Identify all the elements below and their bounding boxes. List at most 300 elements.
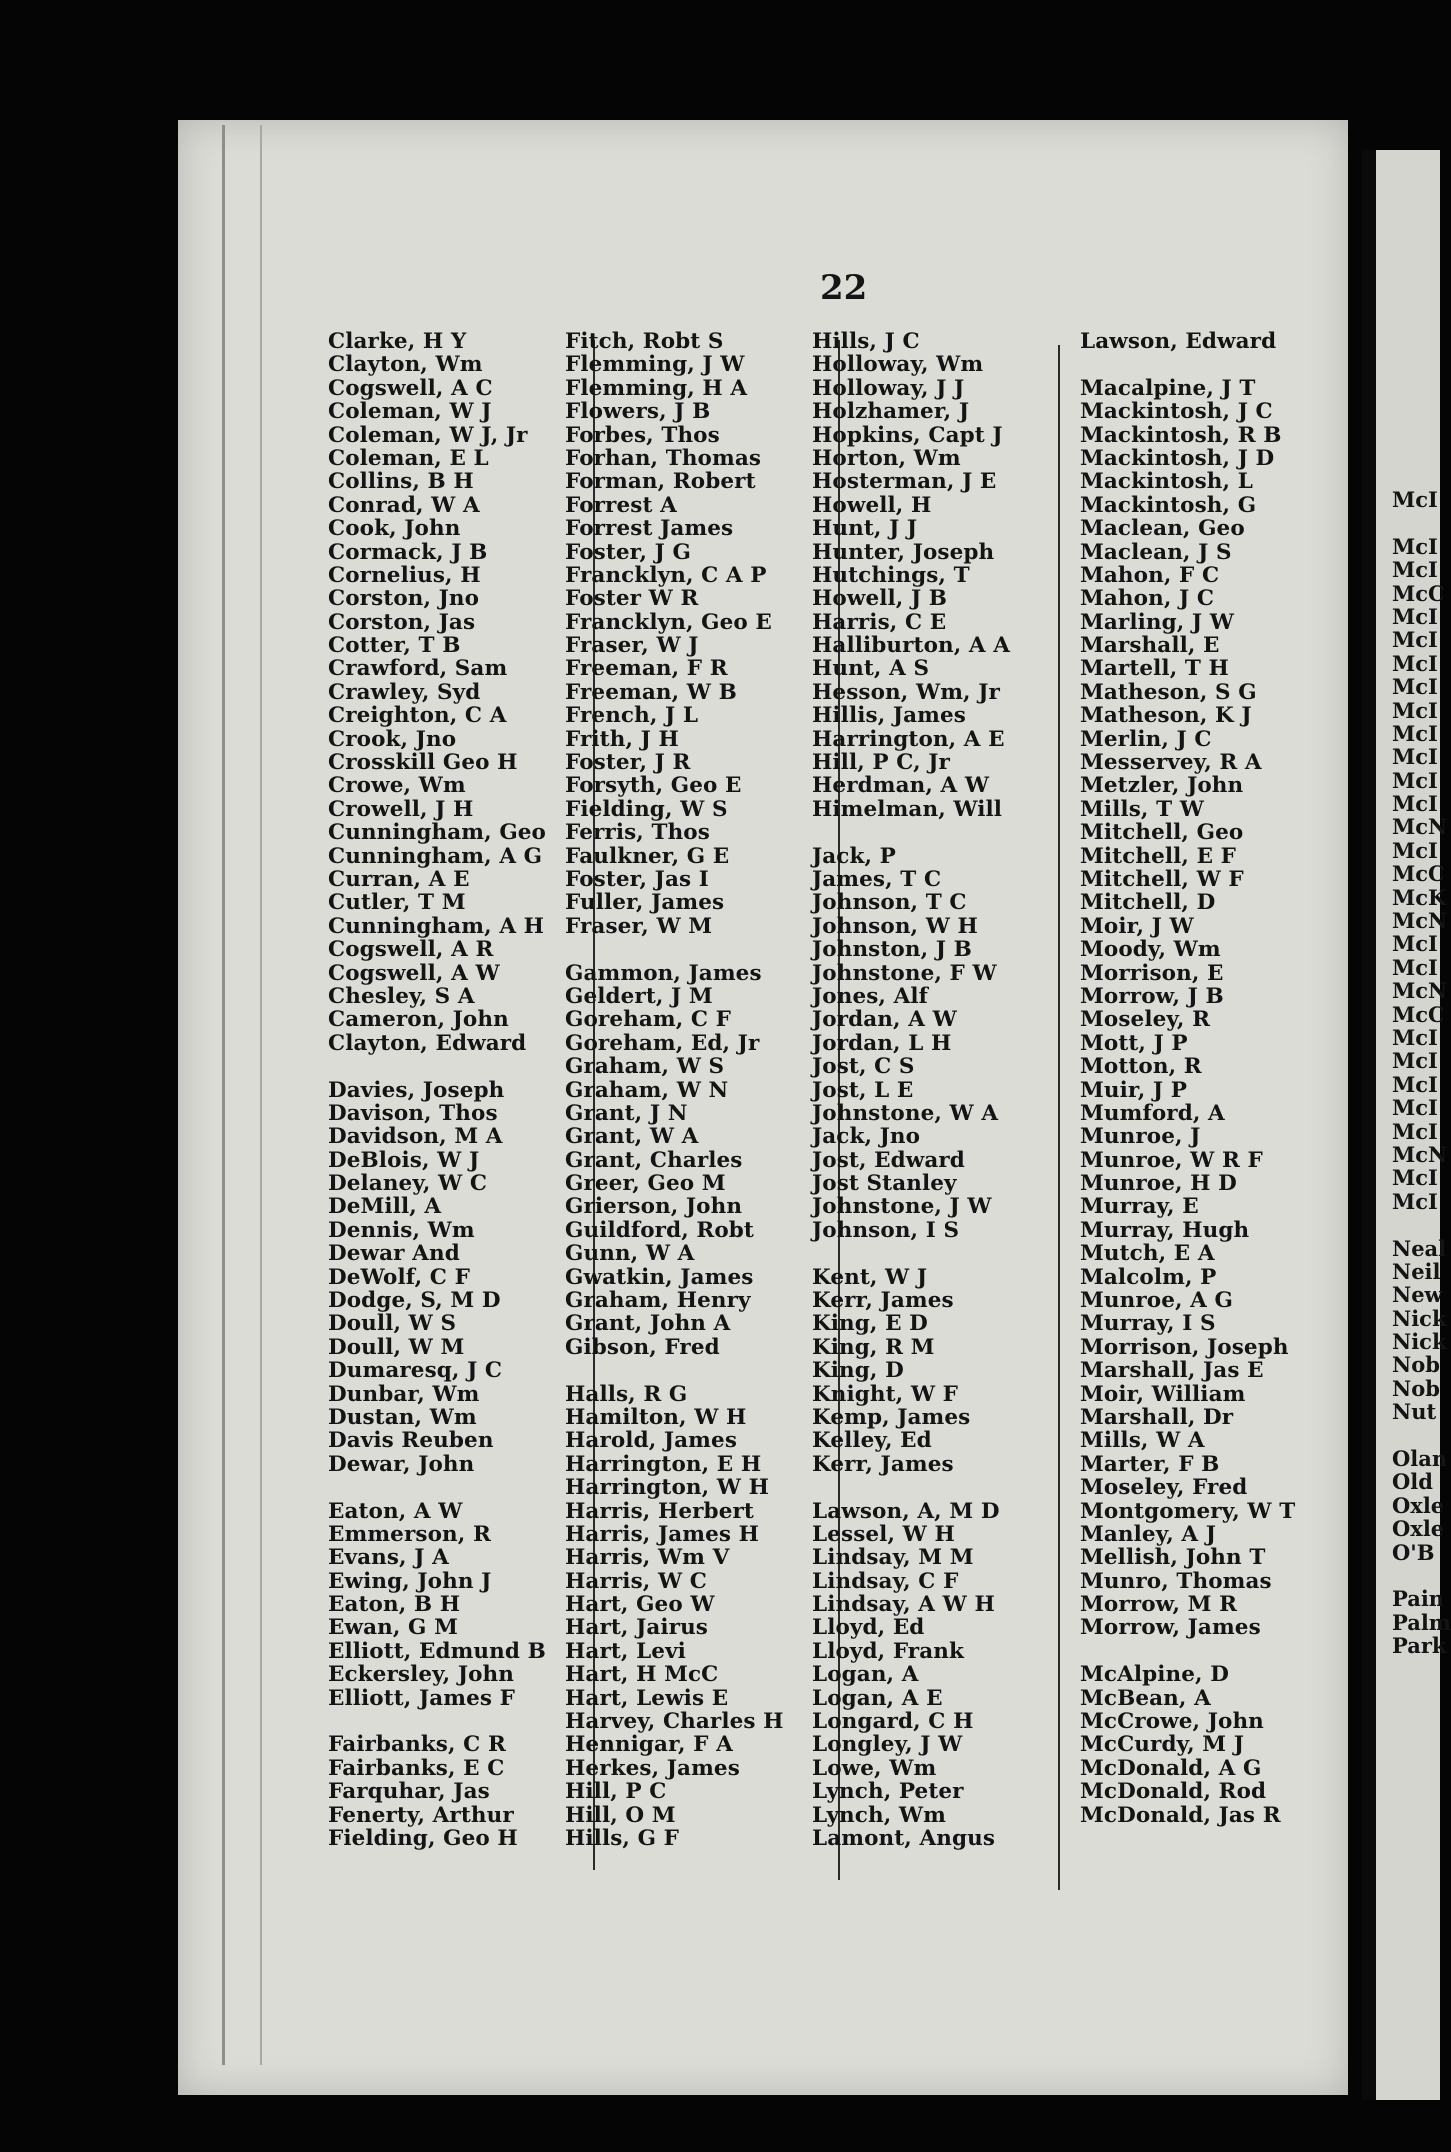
directory-entry: Nut bbox=[1392, 1399, 1437, 1425]
directory-entry: Hart, H McC bbox=[565, 1662, 719, 1688]
directory-entry: McI bbox=[1392, 931, 1438, 957]
directory-entry: Kelley, Ed bbox=[812, 1428, 932, 1454]
directory-entry: Hillis, James bbox=[812, 703, 966, 729]
directory-entry: Lindsay, M M bbox=[812, 1545, 974, 1571]
directory-entry: Hart, Levi bbox=[565, 1638, 686, 1664]
directory-entry: Harris, Wm V bbox=[565, 1545, 730, 1571]
directory-entry: Dennis, Wm bbox=[328, 1217, 475, 1243]
directory-entry: Morrow, James bbox=[1080, 1615, 1261, 1641]
directory-entry: Fraser, W J bbox=[565, 633, 699, 659]
directory-entry: Cook, John bbox=[328, 516, 461, 542]
directory-entry: Neil bbox=[1392, 1258, 1441, 1284]
directory-entry: Collins, B H bbox=[328, 469, 474, 495]
directory-entry: Mills, W A bbox=[1080, 1428, 1205, 1454]
directory-entry: Harris, James H bbox=[565, 1521, 760, 1547]
section-gap bbox=[565, 1359, 784, 1382]
directory-entry: Murray, I S bbox=[1080, 1311, 1216, 1337]
page-number: 22 bbox=[820, 268, 868, 308]
directory-entry: Crowe, Wm bbox=[328, 773, 466, 799]
directory-entry: Forrest James bbox=[565, 516, 734, 542]
directory-entry: Pain bbox=[1392, 1586, 1445, 1612]
directory-entry: Kerr, James bbox=[812, 1288, 954, 1314]
section-gap bbox=[812, 1242, 1010, 1265]
directory-entry: Clayton, Edward bbox=[328, 1030, 527, 1056]
directory-entry: McDonald, Jas R bbox=[1080, 1802, 1281, 1828]
directory-entry: Mellish, John T bbox=[1080, 1545, 1266, 1571]
directory-entry: Davidson, M A bbox=[328, 1124, 503, 1150]
directory-entry: McN bbox=[1392, 814, 1448, 840]
directory-entry: Murray, E bbox=[1080, 1194, 1199, 1220]
directory-entry: McI bbox=[1392, 487, 1438, 512]
directory-entry: Graham, W S bbox=[565, 1054, 725, 1080]
directory-entry: Cornelius, H bbox=[328, 562, 481, 588]
directory-entry: Martell, T H bbox=[1080, 656, 1229, 682]
directory-entry: Mumford, A bbox=[1080, 1100, 1225, 1126]
directory-entry: McI bbox=[1392, 697, 1438, 723]
directory-entry: Oxle bbox=[1392, 1492, 1445, 1518]
directory-entry: Fielding, Geo H bbox=[328, 1826, 518, 1851]
directory-entry: Jost, C S bbox=[812, 1054, 915, 1080]
directory-entry: Nob bbox=[1392, 1375, 1440, 1401]
directory-entry: Harvey, Charles H bbox=[565, 1709, 784, 1735]
directory-entry: Fuller, James bbox=[565, 890, 725, 916]
directory-column-3 bbox=[812, 330, 1010, 1850]
directory-entry: McC bbox=[1392, 861, 1445, 887]
directory-column-4 bbox=[1080, 330, 1295, 1827]
directory-entry: Howell, H bbox=[812, 492, 932, 518]
directory-entry: Clayton, Wm bbox=[328, 352, 483, 378]
directory-entry: Mitchell, D bbox=[1080, 890, 1216, 916]
directory-entry: Gammon, James bbox=[565, 960, 762, 986]
directory-entry: Hunter, Joseph bbox=[812, 539, 995, 565]
directory-entry: McI bbox=[1392, 954, 1438, 980]
directory-entry: Hills, J C bbox=[812, 329, 920, 354]
directory-entry: Flowers, J B bbox=[565, 399, 711, 425]
directory-entry: Grierson, John bbox=[565, 1194, 743, 1220]
section-gap bbox=[1080, 353, 1295, 376]
directory-entry: Fenerty, Arthur bbox=[328, 1802, 514, 1828]
directory-entry: Mackintosh, G bbox=[1080, 492, 1257, 518]
directory-entry: Grant, Charles bbox=[565, 1147, 743, 1173]
directory-entry: Cogswell, A R bbox=[328, 937, 494, 963]
directory-entry: Halls, R G bbox=[565, 1381, 688, 1407]
directory-entry: Conrad, W A bbox=[328, 492, 480, 518]
directory-entry: Hill, P C, Jr bbox=[812, 750, 950, 776]
directory-entry: Gunn, W A bbox=[565, 1241, 695, 1267]
directory-entry: Hunt, A S bbox=[812, 656, 930, 682]
directory-entry: Herkes, James bbox=[565, 1755, 740, 1781]
directory-entry: McN bbox=[1392, 978, 1448, 1004]
section-gap bbox=[812, 1476, 1010, 1499]
directory-entry: Johnstone, F W bbox=[812, 960, 997, 986]
directory-entry: McI bbox=[1392, 1188, 1438, 1214]
directory-entry: Morrow, J B bbox=[1080, 983, 1224, 1009]
directory-entry: Moseley, Fred bbox=[1080, 1475, 1248, 1501]
directory-entry: Crook, Jno bbox=[328, 726, 457, 752]
directory-entry: Maclean, Geo bbox=[1080, 516, 1245, 542]
directory-entry: Ewan, G M bbox=[328, 1615, 458, 1641]
directory-entry: McI bbox=[1392, 533, 1438, 559]
directory-entry: Merlin, J C bbox=[1080, 726, 1212, 752]
directory-entry: Creighton, C A bbox=[328, 703, 507, 729]
directory-entry: Coleman, W J, Jr bbox=[328, 422, 528, 448]
directory-entry: Cotter, T B bbox=[328, 633, 461, 659]
directory-entry: Faulkner, G E bbox=[565, 843, 730, 869]
section-gap bbox=[1080, 1640, 1295, 1663]
directory-entry: Old bbox=[1392, 1469, 1433, 1495]
directory-entry: Knight, W F bbox=[812, 1381, 959, 1407]
directory-entry: McI bbox=[1392, 767, 1438, 793]
directory-entry: Olan bbox=[1392, 1446, 1448, 1472]
directory-entry: Matheson, S G bbox=[1080, 679, 1257, 705]
directory-entry: Elliott, James F bbox=[328, 1685, 516, 1711]
section-gap bbox=[328, 1710, 546, 1733]
directory-entry: Cutler, T M bbox=[328, 890, 466, 916]
page-edge-stack bbox=[222, 125, 262, 2065]
directory-entry: Murray, Hugh bbox=[1080, 1217, 1250, 1243]
directory-entry: McI bbox=[1392, 650, 1438, 676]
adjacent-page bbox=[1362, 150, 1451, 2100]
directory-entry: Jordan, A W bbox=[812, 1007, 957, 1033]
directory-entry: Cogswell, A W bbox=[328, 960, 500, 986]
directory-entry: Metzler, John bbox=[1080, 773, 1244, 799]
directory-entry: Lloyd, Ed bbox=[812, 1615, 925, 1641]
directory-entry: Jost, L E bbox=[812, 1077, 914, 1103]
section-gap bbox=[565, 938, 784, 961]
directory-entry: Mitchell, W F bbox=[1080, 866, 1244, 892]
directory-entry: Munroe, A G bbox=[1080, 1288, 1234, 1314]
directory-entry: Marling, J W bbox=[1080, 609, 1235, 635]
directory-entry: Frith, J H bbox=[565, 726, 679, 752]
directory-entry: Horton, Wm bbox=[812, 445, 961, 471]
section-gap bbox=[1392, 1564, 1451, 1587]
directory-entry: Cogswell, A C bbox=[328, 375, 493, 401]
directory-entry: Ferris, Thos bbox=[565, 820, 710, 846]
directory-entry: DeBlois, W J bbox=[328, 1147, 480, 1173]
directory-entry: McI bbox=[1392, 1048, 1438, 1074]
directory-entry: Cunningham, A H bbox=[328, 913, 545, 939]
directory-entry: Lowe, Wm bbox=[812, 1755, 937, 1781]
directory-entry: Hart, Geo W bbox=[565, 1592, 715, 1618]
directory-entry: Mott, J P bbox=[1080, 1030, 1188, 1056]
directory-entry: Foster W R bbox=[565, 586, 699, 612]
directory-entry: Marshall, E bbox=[1080, 633, 1220, 659]
directory-entry: McBean, A bbox=[1080, 1685, 1211, 1711]
directory-entry: Harrington, W H bbox=[565, 1475, 770, 1501]
directory-entry: Hamilton, W H bbox=[565, 1404, 747, 1430]
directory-entry: Jones, Alf bbox=[812, 983, 928, 1009]
directory-entry: McC bbox=[1392, 1001, 1445, 1027]
directory-entry: Howell, J B bbox=[812, 586, 948, 612]
directory-entry: DeWolf, C F bbox=[328, 1264, 470, 1290]
directory-entry: Jordan, L H bbox=[812, 1030, 952, 1056]
directory-entry: Oxle bbox=[1392, 1516, 1445, 1542]
directory-entry: Emmerson, R bbox=[328, 1521, 491, 1547]
directory-entry: Flemming, H A bbox=[565, 375, 748, 401]
directory-entry: Grant, J N bbox=[565, 1100, 688, 1126]
directory-entry: Dunbar, Wm bbox=[328, 1381, 480, 1407]
directory-entry: Corston, Jno bbox=[328, 586, 480, 612]
directory-entry: Lessel, W H bbox=[812, 1521, 955, 1547]
directory-entry: Clarke, H Y bbox=[328, 329, 467, 354]
directory-entry: Hunt, J J bbox=[812, 516, 918, 542]
directory-entry: Gwatkin, James bbox=[565, 1264, 754, 1290]
directory-entry: Montgomery, W T bbox=[1080, 1498, 1296, 1524]
directory-entry: Morrow, M R bbox=[1080, 1592, 1238, 1618]
directory-entry: French, J L bbox=[565, 703, 699, 729]
directory-entry: Fielding, W S bbox=[565, 796, 728, 822]
directory-entry: Johnson, T C bbox=[812, 890, 967, 916]
directory-entry: Eckersley, John bbox=[328, 1662, 515, 1688]
directory-entry: Cameron, John bbox=[328, 1007, 509, 1033]
directory-entry: Fairbanks, C R bbox=[328, 1732, 506, 1758]
directory-entry: Moir, J W bbox=[1080, 913, 1194, 939]
directory-entry: Hopkins, Capt J bbox=[812, 422, 1003, 448]
directory-entry: Johnson, I S bbox=[812, 1217, 960, 1243]
directory-entry: Kent, W J bbox=[812, 1264, 928, 1290]
directory-entry: Lynch, Wm bbox=[812, 1802, 946, 1828]
directory-entry: Jost Stanley bbox=[812, 1171, 957, 1197]
directory-entry: Grant, John A bbox=[565, 1311, 731, 1337]
directory-entry: Freeman, W B bbox=[565, 679, 737, 705]
section-gap bbox=[1392, 1213, 1451, 1236]
directory-entry: McI bbox=[1392, 557, 1438, 583]
directory-entry: Gibson, Fred bbox=[565, 1334, 720, 1360]
directory-entry: Lawson, A, M D bbox=[812, 1498, 1000, 1524]
directory-entry: Forhan, Thomas bbox=[565, 445, 762, 471]
directory-entry: Cunningham, A G bbox=[328, 843, 543, 869]
directory-entry: Hart, Jairus bbox=[565, 1615, 709, 1641]
column-rule bbox=[1058, 345, 1060, 1890]
directory-entry: Dewar And bbox=[328, 1241, 460, 1267]
directory-entry: Munroe, H D bbox=[1080, 1171, 1237, 1197]
directory-entry: Halliburton, A A bbox=[812, 633, 1011, 659]
directory-entry: Malcolm, P bbox=[1080, 1264, 1217, 1290]
directory-entry: Doull, W M bbox=[328, 1334, 465, 1360]
directory-entry: Dumaresq, J C bbox=[328, 1358, 503, 1384]
section-gap bbox=[812, 821, 1010, 844]
directory-entry: Kemp, James bbox=[812, 1404, 971, 1430]
directory-entry: Moir, William bbox=[1080, 1381, 1246, 1407]
directory-entry: McDonald, A G bbox=[1080, 1755, 1262, 1781]
directory-entry: McN bbox=[1392, 1141, 1448, 1167]
section-gap bbox=[328, 1476, 546, 1499]
directory-entry: Nick bbox=[1392, 1329, 1447, 1355]
directory-entry: Mackintosh, R B bbox=[1080, 422, 1282, 448]
directory-entry: Nick bbox=[1392, 1305, 1447, 1331]
directory-entry: Mackintosh, J C bbox=[1080, 399, 1273, 425]
directory-entry: Farquhar, Jas bbox=[328, 1779, 490, 1805]
directory-entry: Maclean, J S bbox=[1080, 539, 1232, 565]
directory-entry: Johnstone, W A bbox=[812, 1100, 999, 1126]
directory-entry: Park bbox=[1392, 1633, 1447, 1659]
directory-entry: Mahon, J C bbox=[1080, 586, 1215, 612]
directory-entry: Graham, Henry bbox=[565, 1288, 751, 1314]
directory-entry: Munro, Thomas bbox=[1080, 1568, 1272, 1594]
directory-entry: Logan, A E bbox=[812, 1685, 943, 1711]
directory-entry: Davison, Thos bbox=[328, 1100, 498, 1126]
directory-entry: Holloway, J J bbox=[812, 375, 965, 401]
directory-entry: Curran, A E bbox=[328, 866, 470, 892]
directory-entry: Cunningham, Geo bbox=[328, 820, 547, 846]
directory-entry: Guildford, Robt bbox=[565, 1217, 754, 1243]
directory-entry: Harris, W C bbox=[565, 1568, 707, 1594]
directory-column-2 bbox=[565, 330, 784, 1850]
directory-entry: Davies, Joseph bbox=[328, 1077, 505, 1103]
directory-entry: Eaton, B H bbox=[328, 1592, 461, 1618]
directory-entry: Mitchell, Geo bbox=[1080, 820, 1244, 846]
directory-entry: Macalpine, J T bbox=[1080, 375, 1256, 401]
directory-entry: Delaney, W C bbox=[328, 1171, 488, 1197]
directory-entry: Corston, Jas bbox=[328, 609, 476, 635]
directory-entry: Francklyn, Geo E bbox=[565, 609, 772, 635]
directory-entry: Marter, F B bbox=[1080, 1451, 1220, 1477]
directory-entry: McI bbox=[1392, 674, 1438, 700]
directory-entry: Davis Reuben bbox=[328, 1428, 494, 1454]
directory-entry: Foster, J R bbox=[565, 750, 691, 776]
section-gap bbox=[328, 1055, 546, 1078]
directory-entry: Mahon, F C bbox=[1080, 562, 1220, 588]
directory-entry: Manley, A J bbox=[1080, 1521, 1217, 1547]
directory-entry: Forbes, Thos bbox=[565, 422, 720, 448]
directory-entry: McI bbox=[1392, 720, 1438, 746]
directory-entry: Chesley, S A bbox=[328, 983, 475, 1009]
directory-entry: Forrest A bbox=[565, 492, 677, 518]
directory-entry: Eaton, A W bbox=[328, 1498, 463, 1524]
directory-entry: Hennigar, F A bbox=[565, 1732, 733, 1758]
directory-entry: Crawley, Syd bbox=[328, 679, 481, 705]
section-gap bbox=[1392, 511, 1451, 534]
directory-entry: New bbox=[1392, 1282, 1443, 1308]
directory-entry: McN bbox=[1392, 908, 1448, 934]
directory-entry: Harris, C E bbox=[812, 609, 947, 635]
directory-entry: Mutch, E A bbox=[1080, 1241, 1215, 1267]
directory-entry: Evans, J A bbox=[328, 1545, 449, 1571]
directory-entry: McI bbox=[1392, 1071, 1438, 1097]
directory-entry: Harris, Herbert bbox=[565, 1498, 754, 1524]
directory-entry: Matheson, K J bbox=[1080, 703, 1252, 729]
directory-entry: Munroe, J bbox=[1080, 1124, 1201, 1150]
directory-entry: Lloyd, Frank bbox=[812, 1638, 964, 1664]
directory-entry: Hills, G F bbox=[565, 1826, 680, 1851]
directory-entry: McAlpine, D bbox=[1080, 1662, 1229, 1688]
directory-entry: Dustan, Wm bbox=[328, 1404, 477, 1430]
directory-entry: King, E D bbox=[812, 1311, 928, 1337]
directory-entry: O'B bbox=[1392, 1539, 1435, 1565]
directory-entry: Freeman, F R bbox=[565, 656, 728, 682]
directory-entry: King, R M bbox=[812, 1334, 935, 1360]
directory-entry: Johnson, W H bbox=[812, 913, 978, 939]
directory-entry: McCurdy, M J bbox=[1080, 1732, 1245, 1758]
directory-entry: Muir, J P bbox=[1080, 1077, 1188, 1103]
directory-entry: Forman, Robert bbox=[565, 469, 756, 495]
directory-entry: Crawford, Sam bbox=[328, 656, 508, 682]
directory-entry: Crosskill Geo H bbox=[328, 750, 518, 776]
directory-entry: Longard, C H bbox=[812, 1709, 974, 1735]
directory-entry: Morrison, Joseph bbox=[1080, 1334, 1289, 1360]
directory-entry: Kerr, James bbox=[812, 1451, 954, 1477]
directory-entry: Dewar, John bbox=[328, 1451, 475, 1477]
directory-entry: Greer, Geo M bbox=[565, 1171, 726, 1197]
directory-entry: Morrison, E bbox=[1080, 960, 1224, 986]
directory-column-5 bbox=[1392, 488, 1451, 1658]
directory-entry: King, D bbox=[812, 1358, 904, 1384]
directory-entry: DeMill, A bbox=[328, 1194, 442, 1220]
directory-entry: Goreham, Ed, Jr bbox=[565, 1030, 760, 1056]
directory-entry: Fraser, W M bbox=[565, 913, 713, 939]
directory-entry: McI bbox=[1392, 744, 1438, 770]
directory-entry: Lynch, Peter bbox=[812, 1779, 964, 1805]
directory-entry: Jost, Edward bbox=[812, 1147, 965, 1173]
directory-entry: Harrington, A E bbox=[812, 726, 1005, 752]
directory-entry: Nob bbox=[1392, 1352, 1440, 1378]
directory-entry: Coleman, E L bbox=[328, 445, 489, 471]
directory-entry: Graham, W N bbox=[565, 1077, 729, 1103]
directory-entry: Dodge, S, M D bbox=[328, 1288, 501, 1314]
directory-entry: Mackintosh, J D bbox=[1080, 445, 1275, 471]
directory-entry: Lindsay, A W H bbox=[812, 1592, 995, 1618]
directory-entry: McI bbox=[1392, 1024, 1438, 1050]
directory-entry: Harrington, E H bbox=[565, 1451, 762, 1477]
directory-entry: Himelman, Will bbox=[812, 796, 1003, 822]
directory-entry: Holzhamer, J bbox=[812, 399, 970, 425]
directory-entry: McDonald, Rod bbox=[1080, 1779, 1267, 1805]
directory-entry: Holloway, Wm bbox=[812, 352, 984, 378]
directory-entry: Mills, T W bbox=[1080, 796, 1205, 822]
directory-entry: Fairbanks, E C bbox=[328, 1755, 505, 1781]
directory-entry: Messervey, R A bbox=[1080, 750, 1262, 776]
directory-entry: McI bbox=[1392, 603, 1438, 629]
directory-entry: Hill, P C bbox=[565, 1779, 667, 1805]
directory-entry: McI bbox=[1392, 627, 1438, 653]
directory-entry: Hesson, Wm, Jr bbox=[812, 679, 1000, 705]
directory-entry: Johnstone, J W bbox=[812, 1194, 992, 1220]
directory-entry: Foster, Jas I bbox=[565, 866, 709, 892]
directory-entry: James, T C bbox=[812, 866, 942, 892]
directory-entry: Logan, A bbox=[812, 1662, 919, 1688]
directory-entry: McC bbox=[1392, 580, 1445, 606]
directory-entry: Foster, J G bbox=[565, 539, 691, 565]
directory-entry: Harold, James bbox=[565, 1428, 738, 1454]
directory-entry: Motton, R bbox=[1080, 1054, 1202, 1080]
directory-entry: Francklyn, C A P bbox=[565, 562, 767, 588]
directory-entry: Mitchell, E F bbox=[1080, 843, 1237, 869]
directory-entry: Hutchings, T bbox=[812, 562, 970, 588]
directory-entry: Jack, Jno bbox=[812, 1124, 921, 1150]
directory-entry: Coleman, W J bbox=[328, 399, 492, 425]
directory-entry: Moseley, R bbox=[1080, 1007, 1211, 1033]
directory-entry: Neal bbox=[1392, 1235, 1447, 1261]
directory-entry: Hosterman, J E bbox=[812, 469, 997, 495]
directory-entry: Forsyth, Geo E bbox=[565, 773, 742, 799]
directory-entry: Hill, O M bbox=[565, 1802, 676, 1828]
directory-entry: Fitch, Robt S bbox=[565, 329, 724, 354]
directory-entry: Lawson, Edward bbox=[1080, 329, 1277, 354]
directory-entry: Lamont, Angus bbox=[812, 1826, 996, 1851]
directory-entry: Hart, Lewis E bbox=[565, 1685, 729, 1711]
directory-entry: Crowell, J H bbox=[328, 796, 474, 822]
directory-entry: Johnston, J B bbox=[812, 937, 972, 963]
directory-entry: Marshall, Jas E bbox=[1080, 1358, 1264, 1384]
directory-entry: Ewing, John J bbox=[328, 1568, 492, 1594]
directory-column-1 bbox=[328, 330, 546, 1850]
directory-entry: Goreham, C F bbox=[565, 1007, 732, 1033]
directory-entry: McCrowe, John bbox=[1080, 1709, 1264, 1735]
directory-entry: McI bbox=[1392, 1118, 1438, 1144]
directory-entry: McK bbox=[1392, 884, 1447, 910]
directory-entry: McI bbox=[1392, 791, 1438, 817]
directory-entry: McI bbox=[1392, 1095, 1438, 1121]
